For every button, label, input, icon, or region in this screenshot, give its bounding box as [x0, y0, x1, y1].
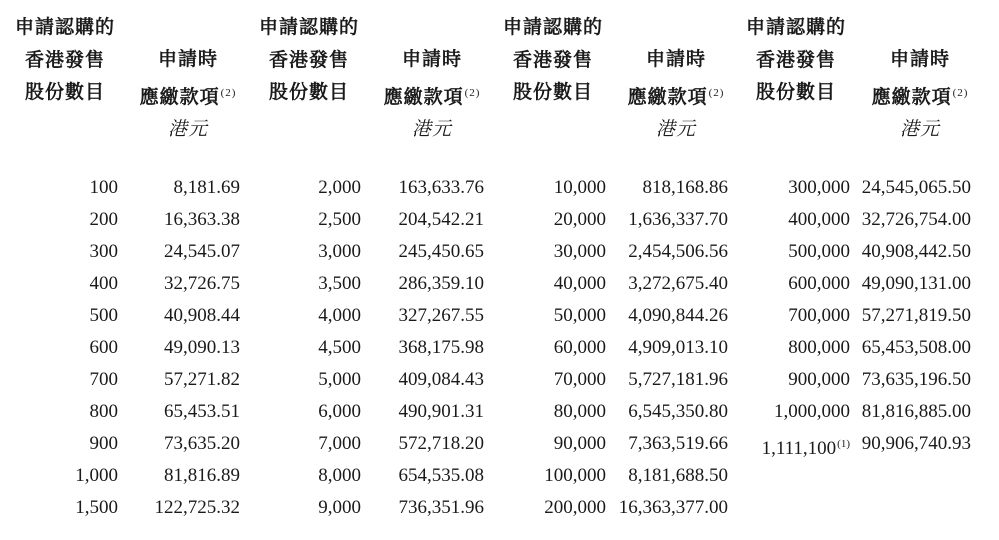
amount-value: 4,090,844.26 — [628, 305, 728, 326]
shares-value: 500 — [89, 305, 118, 326]
shares-value: 80,000 — [553, 401, 606, 422]
footnote-marker: (2) — [952, 86, 969, 99]
shares-value: 400,000 — [788, 209, 850, 230]
amount-value: 818,168.86 — [642, 177, 728, 198]
shares-value: 900,000 — [788, 369, 850, 390]
amount-value: 90,906,740.93 — [861, 433, 971, 454]
footnote-marker: (1) — [837, 438, 850, 450]
shares-header-line3: 股份數目 — [512, 82, 593, 103]
amount-value: 736,351.96 — [398, 497, 484, 518]
shares-header — [743, 12, 849, 110]
amount-value: 24,545,065.50 — [861, 177, 971, 198]
amount-value: 572,718.20 — [398, 433, 484, 454]
shares-header-line2: 香港發售 — [268, 49, 349, 71]
shares-value: 900 — [89, 433, 118, 454]
shares-header — [256, 12, 362, 110]
shares-header — [500, 12, 606, 110]
amount-header-line1: 申請時 — [889, 49, 950, 70]
shares-value: 90,000 — [553, 433, 606, 454]
currency-unit: 港元 — [655, 119, 696, 140]
amount-header-line1: 申請時 — [645, 49, 706, 70]
amount-value: 49,090.13 — [164, 337, 240, 358]
shares-value: 40,000 — [553, 273, 606, 294]
shares-header-line2: 香港發售 — [755, 49, 836, 71]
amount-value: 327,267.55 — [398, 305, 484, 326]
shares-value: 2,000 — [318, 177, 361, 198]
shares-header-line3: 股份數目 — [755, 82, 836, 103]
shares-value: 20,000 — [553, 209, 606, 230]
amount-header-line2: 應繳款項 — [627, 86, 708, 108]
shares-value: 100 — [89, 177, 118, 198]
amount-value: 5,727,181.96 — [628, 369, 728, 390]
footnote-marker: (2) — [708, 86, 725, 99]
footnote-marker: (2) — [220, 86, 237, 99]
shares-value: 700,000 — [788, 305, 850, 326]
amount-value: 16,363,377.00 — [618, 497, 728, 518]
amount-value: 245,450.65 — [398, 241, 484, 262]
amount-value: 16,363.38 — [164, 209, 240, 230]
amount-value: 73,635,196.50 — [861, 369, 971, 390]
amount-value: 204,542.21 — [398, 209, 484, 230]
shares-value: 2,500 — [318, 209, 361, 230]
amount-value: 286,359.10 — [398, 273, 484, 294]
shares-value: 1,111,100 — [761, 438, 837, 459]
shares-value: 300 — [89, 241, 118, 262]
amount-value: 65,453.51 — [164, 401, 240, 422]
amount-header-line2: 應繳款項 — [383, 86, 464, 108]
shares-value: 10,000 — [553, 177, 606, 198]
amount-value: 57,271,819.50 — [861, 305, 971, 326]
amount-header — [862, 44, 978, 147]
currency-unit: 港元 — [899, 119, 940, 140]
amount-header-line1: 申請時 — [157, 49, 218, 70]
shares-value: 600,000 — [788, 273, 850, 294]
shares-value: 1,000,000 — [774, 401, 850, 422]
amount-header — [130, 44, 246, 147]
currency-unit: 港元 — [411, 119, 452, 140]
shares-value: 60,000 — [553, 337, 606, 358]
amount-value: 32,726,754.00 — [861, 209, 971, 230]
amount-value: 122,725.32 — [154, 497, 240, 518]
shares-value: 7,000 — [318, 433, 361, 454]
currency-unit: 港元 — [167, 119, 208, 140]
amount-value: 40,908.44 — [164, 305, 240, 326]
amount-header — [374, 44, 490, 147]
shares-value: 400 — [89, 273, 118, 294]
shares-value: 500,000 — [788, 241, 850, 262]
shares-value: 5,000 — [318, 369, 361, 390]
shares-value-with-note — [730, 428, 850, 460]
amount-value: 73,635.20 — [164, 433, 240, 454]
amount-value: 8,181,688.50 — [628, 465, 728, 486]
amount-value: 2,454,506.56 — [628, 241, 728, 262]
amount-value: 24,545.07 — [164, 241, 240, 262]
shares-value: 8,000 — [318, 465, 361, 486]
shares-value: 1,500 — [75, 497, 118, 518]
shares-header-line1: 申請認購的 — [745, 17, 846, 38]
shares-value: 600 — [89, 337, 118, 358]
shares-header-line1: 申請認購的 — [14, 17, 115, 38]
footnote-marker: (2) — [464, 86, 481, 99]
amount-value: 4,909,013.10 — [628, 337, 728, 358]
amount-value: 368,175.98 — [398, 337, 484, 358]
shares-header-line2: 香港發售 — [24, 49, 105, 71]
shares-value: 30,000 — [553, 241, 606, 262]
shares-value: 9,000 — [318, 497, 361, 518]
shares-value: 3,500 — [318, 273, 361, 294]
amount-value: 163,633.76 — [398, 177, 484, 198]
shares-value: 6,000 — [318, 401, 361, 422]
amount-value: 8,181.69 — [173, 177, 240, 198]
amount-value: 65,453,508.00 — [861, 337, 971, 358]
shares-value: 200 — [89, 209, 118, 230]
shares-value: 300,000 — [788, 177, 850, 198]
shares-header-line1: 申請認購的 — [502, 17, 603, 38]
shares-value: 3,000 — [318, 241, 361, 262]
shares-value: 70,000 — [553, 369, 606, 390]
shares-value: 800 — [89, 401, 118, 422]
shares-header-line2: 香港發售 — [512, 49, 593, 71]
amount-value: 49,090,131.00 — [861, 273, 971, 294]
amount-value: 6,545,350.80 — [628, 401, 728, 422]
amount-value: 3,272,675.40 — [628, 273, 728, 294]
amount-value: 32,726.75 — [164, 273, 240, 294]
amount-header-line2: 應繳款項 — [139, 86, 220, 108]
amount-value: 1,636,337.70 — [628, 209, 728, 230]
shares-header-line3: 股份數目 — [24, 82, 105, 103]
shares-value: 50,000 — [553, 305, 606, 326]
shares-value: 4,500 — [318, 337, 361, 358]
amount-value: 654,535.08 — [398, 465, 484, 486]
amount-value: 490,901.31 — [398, 401, 484, 422]
shares-header-line3: 股份數目 — [268, 82, 349, 103]
amount-value: 81,816,885.00 — [861, 401, 971, 422]
amount-value: 57,271.82 — [164, 369, 240, 390]
shares-value: 1,000 — [75, 465, 118, 486]
amount-value: 7,363,519.66 — [628, 433, 728, 454]
amount-header-line2: 應繳款項 — [871, 86, 952, 108]
shares-value: 4,000 — [318, 305, 361, 326]
amount-header-line1: 申請時 — [401, 49, 462, 70]
amount-header — [618, 44, 734, 147]
shares-header-line1: 申請認購的 — [258, 17, 359, 38]
shares-value: 700 — [89, 369, 118, 390]
amount-value: 81,816.89 — [164, 465, 240, 486]
shares-value: 800,000 — [788, 337, 850, 358]
shares-value: 200,000 — [544, 497, 606, 518]
shares-header — [12, 12, 118, 110]
amount-value: 409,084.43 — [398, 369, 484, 390]
shares-value: 100,000 — [544, 465, 606, 486]
amount-value: 40,908,442.50 — [861, 241, 971, 262]
